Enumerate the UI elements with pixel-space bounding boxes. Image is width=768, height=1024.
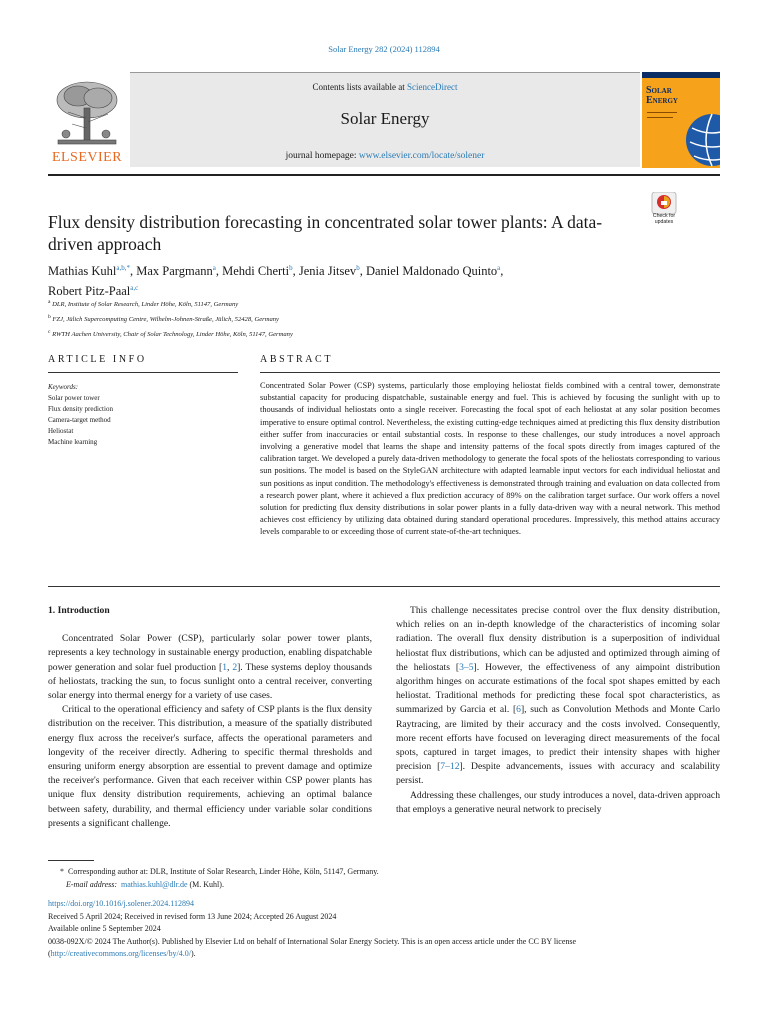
author-affiliation-marker[interactable]: b <box>356 264 360 272</box>
paragraph <box>396 604 720 789</box>
author-separator: , <box>500 264 504 279</box>
contents-line <box>130 82 640 92</box>
citation-link[interactable]: 6 <box>516 704 521 716</box>
cover-line <box>647 117 673 118</box>
available-online: Available online 5 September 2024 <box>48 924 161 933</box>
header-rule <box>48 174 720 176</box>
article-metadata <box>48 898 728 961</box>
email-label: E-mail address: <box>66 879 118 889</box>
body-column-left <box>48 604 372 831</box>
affiliation-marker: c <box>48 329 51 336</box>
cover-title-line-1: Solar <box>646 85 672 96</box>
affiliation-text: FZJ, Jülich Supercomputing Centre, Wilhelm-Johnen-Straße, Jülich, 52428, Germany <box>52 316 279 324</box>
paragraph: Addressing these challenges, our study introduces a novel, data-driven approach that employs a generative neural network to precisely <box>396 789 720 815</box>
publisher-name: ELSEVIER <box>51 150 123 165</box>
check-for-updates-badge[interactable] <box>644 192 684 232</box>
author-affiliation-marker[interactable]: a,c <box>130 284 139 293</box>
keywords-label: Keywords: <box>48 383 79 391</box>
check-updates-icon <box>644 192 684 232</box>
author-separator: , <box>215 264 223 279</box>
author-separator: , <box>292 264 299 279</box>
journal-name: Solar Energy <box>340 109 430 128</box>
cover-top-bar <box>642 72 720 78</box>
author-affiliation-marker[interactable]: a <box>212 264 216 272</box>
keyword: Machine learning <box>48 438 98 446</box>
citation-link[interactable]: 1 <box>222 661 227 673</box>
cover-title <box>646 86 678 106</box>
author-list <box>48 260 648 300</box>
journal-citation[interactable]: Solar Energy 282 (2024) 112894 <box>328 44 440 54</box>
affiliation-marker: a <box>48 299 51 305</box>
affiliation <box>48 311 293 326</box>
author-name[interactable]: Robert Pitz-Paal <box>48 284 131 299</box>
contents-prefix: Contents lists available at <box>312 82 407 92</box>
author-name[interactable]: Daniel Maldonado Quinto <box>365 264 498 279</box>
affiliations <box>48 296 293 342</box>
author-name[interactable]: Mathias Kuhl <box>48 264 117 279</box>
citation-link[interactable]: 3–5 <box>459 661 474 673</box>
keywords-block <box>48 382 113 448</box>
keyword: Flux density prediction <box>48 405 113 413</box>
footnote <box>60 866 379 891</box>
keyword: Camera-target method <box>48 416 111 424</box>
email-link[interactable]: mathias.kuhl@dlr.de <box>121 879 188 889</box>
license-text: 0038-092X/© 2024 The Author(s). Published by Elsevier Ltd on behalf of International Solar Energy Society. This is an open access article under the CC BY license <box>48 936 577 946</box>
footnote-marker: * <box>60 867 64 876</box>
sciencedirect-link[interactable]: ScienceDirect <box>407 82 458 92</box>
footnote-rule <box>48 860 94 861</box>
homepage-prefix: journal homepage: <box>285 151 359 161</box>
cover-title-line-2: Energy <box>646 95 678 106</box>
email-line <box>60 879 379 892</box>
author-affiliation-marker[interactable]: a <box>497 264 501 272</box>
keyword: Heliostat <box>48 427 74 435</box>
paragraph-text: ]. Despite advancements, issues with accuracy and scalability persist. <box>396 761 720 787</box>
affiliation-text: DLR, Institute of Solar Research, Linder Höhe, Köln, 51147, Germany <box>52 301 239 309</box>
affiliation-text: RWTH Aachen University, Chair of Solar Technology, Linder Höhe, Köln, 51147, Germany <box>52 331 293 339</box>
check-updates-label: Check for updates <box>652 213 676 225</box>
corresponding-author-text: Corresponding author at: DLR, Institute of Solar Research, Linder Höhe, Köln, 51147, Germany. <box>68 867 379 876</box>
affiliation <box>48 326 293 341</box>
paragraph-text: ], such as Convolution Methods and Monte Carlo Raytracing, are limited by their accuracy and the costs involved. Consequently, more recent efforts have focused on leveraging direct measurements of the focal spots, captured in target images, to predict their intensity shapes with higher precision [ <box>396 704 720 773</box>
paragraph: Critical to the operational efficiency and safety of CSP plants is the flux density distribution on the receiver. This distribution, a measure of the spatially distributed energy flux across the receiver's surface, affects the operational parameters and longevity of the receiver directly. Adhering to specific thermal thresholds and ensuring uniform energy absorption are essential to prevent damage and optimize the receiver's performance. Given that each receiver within CSP power plants has unique flux density distribution requirements, achieving an optimal balance between safety, durability, and thermal efficiency under variable solar conditions presents a significant challenge. <box>48 704 372 829</box>
homepage-line <box>130 151 640 161</box>
paragraph-text: ]. These systems deploy thousands of heliostats, tracking the sun, to focus sunlight onto a central receiver, converting solar energy into thermal energy for a variety of use cases. <box>48 661 373 702</box>
author-name[interactable]: Mehdi Cherti <box>222 264 290 279</box>
doi-link[interactable]: https://doi.org/10.1016/j.solener.2024.112894 <box>48 899 194 908</box>
abstract-rule <box>260 372 720 373</box>
author-affiliation-marker[interactable]: b <box>289 264 293 272</box>
article-info-heading: ARTICLE INFO <box>48 354 147 365</box>
citation-link[interactable]: 7–12 <box>440 761 460 773</box>
journal-header <box>48 70 720 170</box>
article-title: Flux density distribution forecasting in concentrated solar tower plants: A data-driven approach <box>48 212 603 254</box>
license-suffix: ). <box>190 949 196 958</box>
abstract-text: Concentrated Solar Power (CSP) systems, particularly those employing heliostat fields combined with a central tower, demonstrate substantial capacity for producing dispatchable, sustainable energy and fuel. This is achieved by focusing the sunlight with up to thousands of individual heliostats onto a single receiver. Forecasting the focal spot of each heliostat at any solar position becomes imperative to ensure optimal control. Nevertheless, the existing cutting-edge techniques aimed at predicting this flux density distribution either suffer from inaccuracies or entail substantial costs. In response to these challenges, our study introduces a novel approach involving a generative model that learns the shape and intensity patterns of the focal spots directly from images captured of the calibration target. We developed a purely data-driven methodology to generate the focal spots of the heliostats corresponding to various sun positions. The model is based on the StyleGAN architecture with adapted learnable input vectors for each individual heliostat and sun positions as input condition. The methodology's effectiveness is demonstrated through training and evaluation on data collected from a research power plant, where it achieved a flux prediction accuracy of 89% on the calibration target surface. Our work offers a novel solution for predicting flux density distributions in solar power plants in a fully data-driven way with a neural network. This method achieves cost efficiency by utilizing data obtained during standard operational procedures. Impressively, this method attains accuracy levels comparable to or exceeding those of current state-of-the-art techniques. <box>260 381 720 537</box>
keyword: Solar power tower <box>48 394 100 402</box>
header-band <box>130 72 640 167</box>
paragraph-text: Concentrated Solar Power (CSP), particularly solar power tower plants, represents a key technology in sustainable energy production, enabling dispatchable power generation and solar fuel production [ <box>48 633 372 673</box>
author-separator: , <box>359 264 366 279</box>
author-name[interactable]: Jenia Jitsev <box>298 264 357 279</box>
cover-globe-icon <box>682 108 720 168</box>
abstract-bottom-rule <box>48 586 720 587</box>
paragraph-text: This challenge necessitates precise control over the flux density distribution, which relies on an in-depth knowledge of the characteristics of incoming solar radiation. The overall flux density distribution is a superposition of individual heliostat flux distributions, which can be adjusted and optimized through aiming of the heliostats [ <box>396 605 720 673</box>
license-link[interactable]: http://creativecommons.org/licenses/by/4.0/ <box>50 949 191 958</box>
paragraph-text: ]. However, the effectiveness of any aimpoint distribution algorithm hinges on accurate estimations of the focal spot shapes emitted by each heliostat. Traditional methods for predicting these focal spot characteristics, as summarized by Garcia et al. [ <box>396 661 720 716</box>
abstract-heading: ABSTRACT <box>260 354 334 365</box>
affiliation <box>48 296 293 311</box>
article-info-rule <box>48 372 238 373</box>
paragraph <box>48 632 372 703</box>
email-suffix: (M. Kuhl). <box>187 879 224 889</box>
cover-line <box>647 112 677 113</box>
citation-link[interactable]: 2 <box>232 661 238 673</box>
paragraph-text: , <box>226 661 233 673</box>
author-name[interactable]: Max Pargmann <box>136 264 213 279</box>
license-line: (http://creativecommons.org/licenses/by/4.0/). <box>48 949 196 958</box>
homepage-link[interactable]: www.elsevier.com/locate/solener <box>358 151 485 161</box>
history-dates: Received 5 April 2024; Received in revised form 13 June 2024; Accepted 26 August 2024 <box>48 911 337 921</box>
author-affiliation-marker[interactable]: a,b,* <box>116 264 131 272</box>
body-column-right <box>396 604 720 817</box>
affiliation-marker: b <box>48 314 51 321</box>
author-separator: , <box>130 264 137 279</box>
journal-cover[interactable] <box>642 72 720 168</box>
corresponding-author-note <box>60 866 379 879</box>
section-heading-introduction: 1. Introduction <box>48 605 110 616</box>
